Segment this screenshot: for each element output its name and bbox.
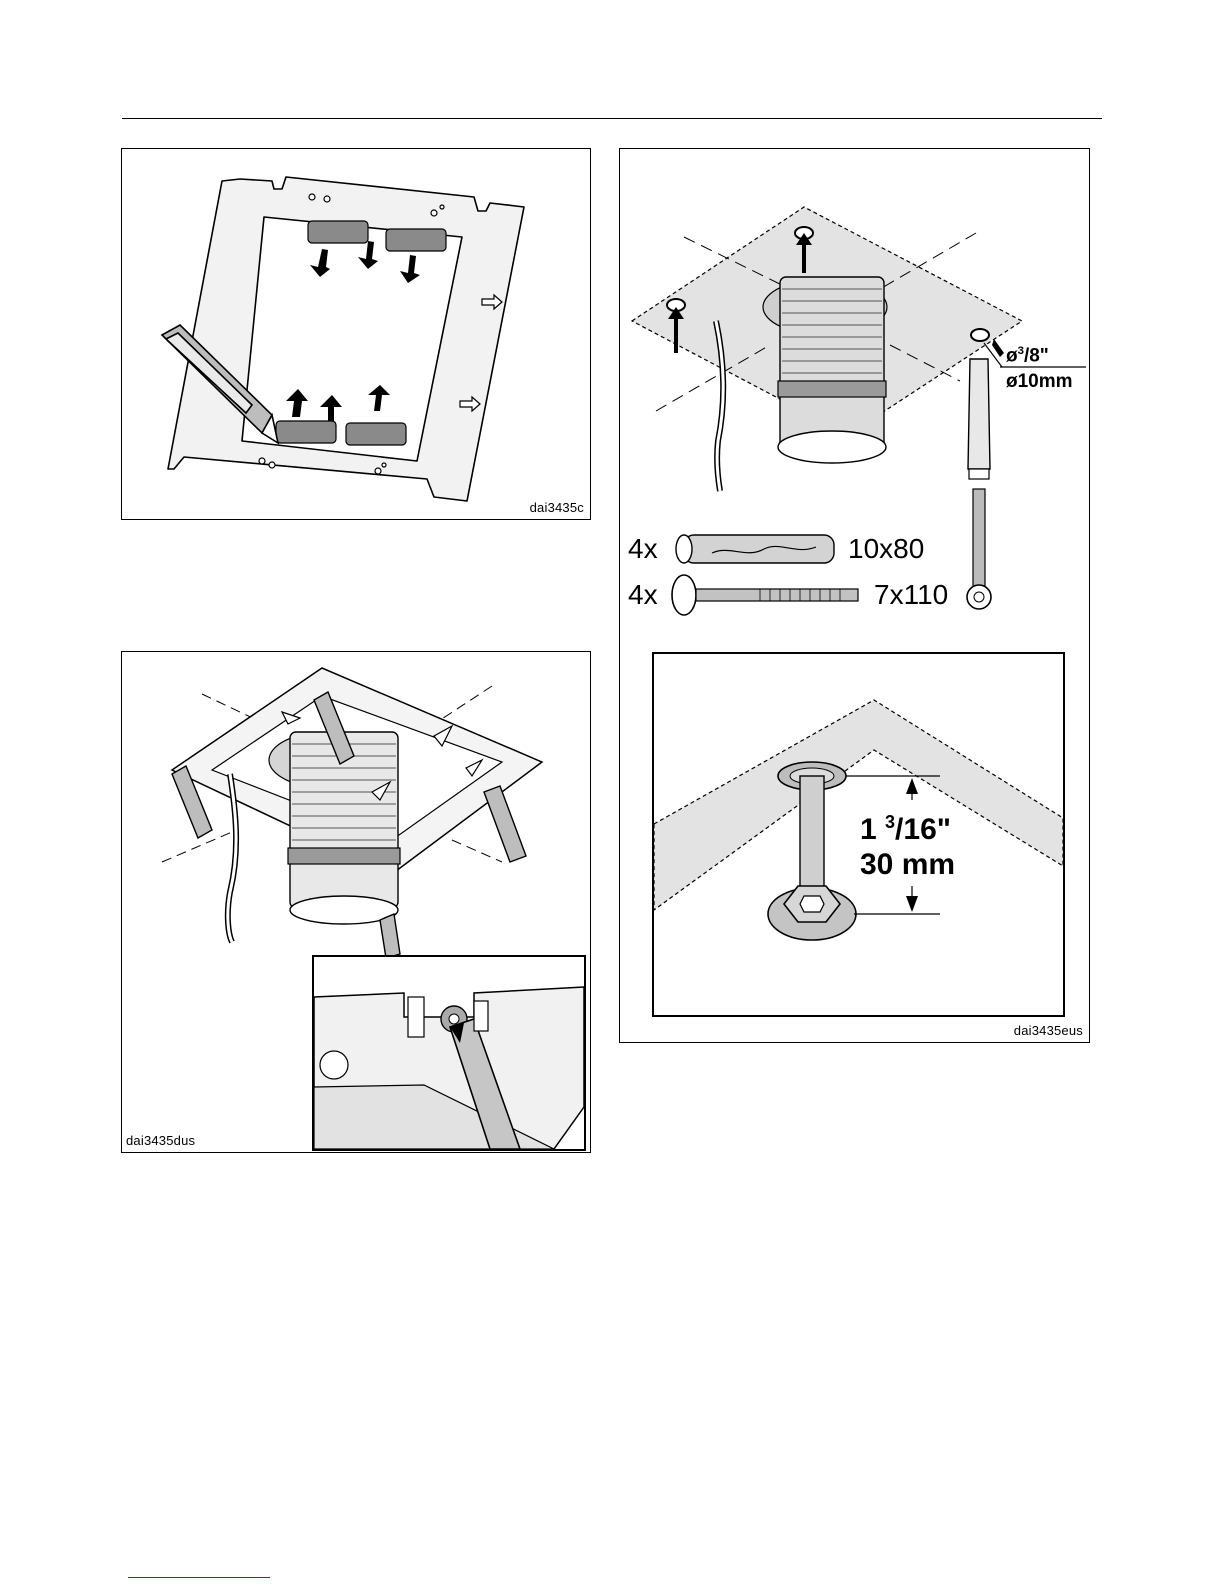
figure-marking <box>121 651 591 1153</box>
figure-id-label: dai3435dus <box>126 1133 196 1148</box>
figure-id-label: dai3435eus <box>1013 1023 1083 1038</box>
anchor-quantity: 4x <box>628 533 658 564</box>
gap-illustration <box>654 654 1063 1015</box>
gap-imperial: 1 $^3$/16" <box>860 812 951 846</box>
frame-illustration <box>122 149 592 521</box>
drill-size-metric: ø10mm <box>1006 371 1073 392</box>
screw-size: 7x110 <box>874 579 949 610</box>
screw-quantity: 4x <box>628 579 658 610</box>
drill-size-imperial: $ø^3/8$" <box>1006 345 1049 367</box>
anchor-size: 10x80 <box>848 533 925 564</box>
figure-drilling <box>619 148 1090 1043</box>
detail-illustration <box>314 957 584 1149</box>
figure-id-label: dai3435c <box>529 500 584 515</box>
header-rule <box>122 118 1102 119</box>
gap-metric: 30 mm <box>860 848 956 881</box>
marking-detail-inset <box>312 955 586 1151</box>
footer-link-underline <box>128 1577 270 1578</box>
screw-gap-detail-inset <box>652 652 1065 1017</box>
figure-frame-cut <box>121 148 591 520</box>
